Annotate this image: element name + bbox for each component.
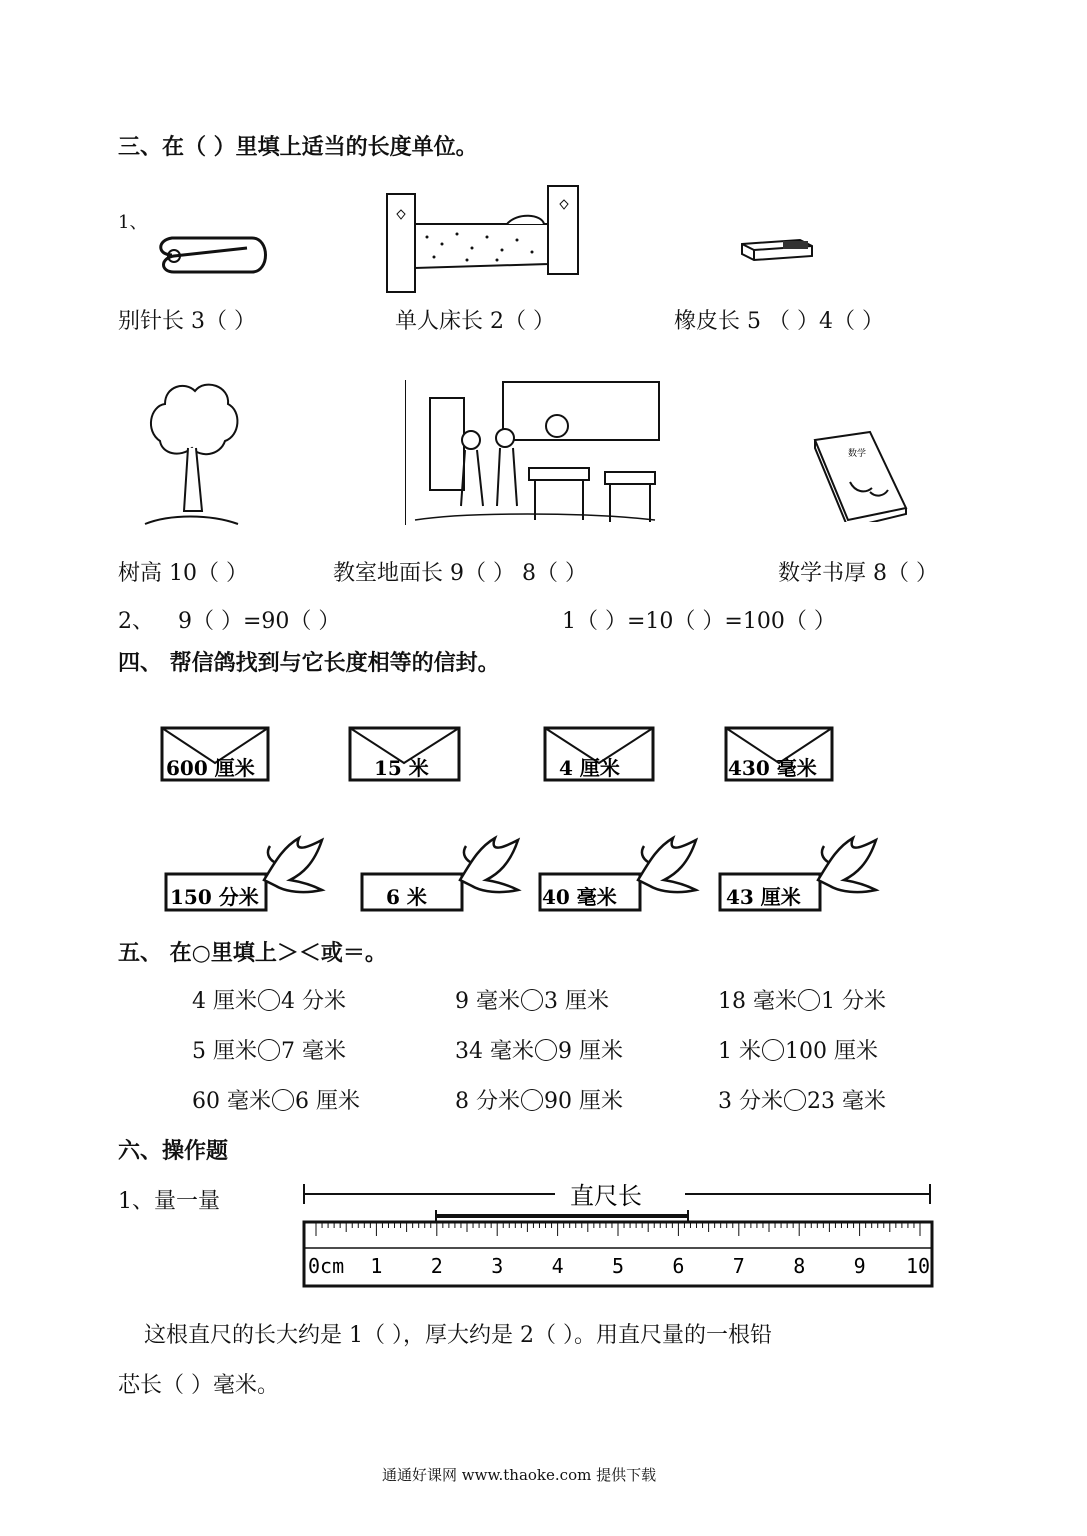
- pigeon-2-label: 6 米: [386, 885, 427, 909]
- compare-r3c1: 60 毫米 6 厘米: [192, 1089, 360, 1114]
- item-book: 数学书厚 8（ ）: [778, 561, 938, 586]
- footer: 通通好课网 www.thaoke.com 提供下载: [382, 1466, 657, 1484]
- ruler-label: 8: [793, 1254, 806, 1278]
- pigeon-1-label: 150 分米: [170, 885, 259, 909]
- ruler-figure: [300, 1176, 940, 1292]
- item-pin: 别针长 3（ ）: [118, 309, 256, 334]
- pigeon-3-label: 40 毫米: [542, 885, 617, 909]
- ruler-label: 5: [612, 1254, 625, 1278]
- compare-circle[interactable]: [258, 1039, 280, 1061]
- eraser-image: [738, 232, 816, 262]
- item-classroom: 教室地面长 9（ ） 8（ ）: [333, 561, 587, 586]
- compare-r1c2: 9 毫米 3 厘米: [455, 989, 609, 1014]
- ruler-label: 4: [551, 1254, 564, 1278]
- ruler-label: 0cm: [308, 1254, 345, 1278]
- compare-r3c3: 3 分米 23 毫米: [718, 1089, 886, 1114]
- classroom-image: [405, 380, 665, 528]
- section5-heading: 五、 在○里填上＞＜或＝。: [118, 940, 387, 966]
- compare-r1c3: 18 毫米 1 分米: [718, 989, 886, 1014]
- pigeon-3: [538, 834, 700, 914]
- envelope-2-label: 15 米: [374, 756, 429, 780]
- envelope-4-label: 430 毫米: [728, 756, 817, 780]
- pigeon-4: [718, 834, 880, 914]
- envelope-1-label: 600 厘米: [166, 756, 255, 780]
- section6-heading: 六、操作题: [118, 1138, 229, 1164]
- compare-circle[interactable]: [784, 1089, 806, 1111]
- bed-image: [382, 182, 587, 294]
- envelope-3: [543, 725, 657, 783]
- item-eraser: 橡皮长 5 （ ）4（ ）: [674, 309, 884, 334]
- envelope-4: [724, 725, 836, 783]
- section3-heading: 三、在（ ）里填上适当的长度单位。: [118, 134, 478, 160]
- compare-circle[interactable]: [535, 1039, 557, 1061]
- q2-part-b: 1（ ）=10（ ）=100（ ）: [562, 609, 836, 634]
- ruler-title: 直尺长: [570, 1182, 642, 1210]
- ruler-label: 10: [906, 1254, 931, 1278]
- ruler-label: 9: [853, 1254, 866, 1278]
- pigeon-2: [360, 834, 522, 914]
- compare-circle[interactable]: [521, 989, 543, 1011]
- pigeon-4-label: 43 厘米: [726, 885, 801, 909]
- q1-measure-label: 1、量一量: [118, 1189, 220, 1214]
- compare-circle[interactable]: [762, 1039, 784, 1061]
- sentence-line1: 这根直尺的长大约是 1（ ），厚大约是 2（ ）。用直尺量的一根铅: [144, 1323, 772, 1348]
- ruler-label: 3: [491, 1254, 504, 1278]
- compare-r1c1: 4 厘米 4 分米: [192, 989, 346, 1014]
- ruler-label: 7: [732, 1254, 745, 1278]
- item-bed: 单人床长 2（ ）: [395, 309, 555, 334]
- q2-part-a: 9（ ）=90（ ）: [178, 609, 341, 634]
- compare-circle[interactable]: [521, 1089, 543, 1111]
- ruler-label: 6: [672, 1254, 685, 1278]
- math-book-image: [810, 430, 910, 522]
- q1-label: 1、: [118, 212, 148, 233]
- sentence-line2: 芯长（ ）毫米。: [118, 1373, 279, 1398]
- compare-circle[interactable]: [272, 1089, 294, 1111]
- section4-heading: 四、 帮信鸽找到与它长度相等的信封。: [118, 650, 500, 676]
- ruler-label: 2: [430, 1254, 443, 1278]
- compare-r2c2: 34 毫米 9 厘米: [455, 1039, 623, 1064]
- q2-label: 2、: [118, 609, 154, 634]
- envelope-1: [160, 725, 272, 783]
- compare-r3c2: 8 分米 90 厘米: [455, 1089, 623, 1114]
- book-title: 数学: [848, 449, 867, 459]
- compare-circle[interactable]: [798, 989, 820, 1011]
- safety-pin-image: [152, 230, 272, 280]
- item-tree: 树高 10（ ）: [118, 561, 248, 586]
- envelope-3-label: 4 厘米: [559, 756, 620, 780]
- tree-image: [140, 376, 244, 531]
- compare-circle[interactable]: [258, 989, 280, 1011]
- compare-r2c1: 5 厘米 7 毫米: [192, 1039, 346, 1064]
- pigeon-1: [164, 834, 326, 914]
- compare-r2c3: 1 米 100 厘米: [718, 1039, 878, 1064]
- ruler-label: 1: [370, 1254, 383, 1278]
- envelope-2: [348, 725, 463, 783]
